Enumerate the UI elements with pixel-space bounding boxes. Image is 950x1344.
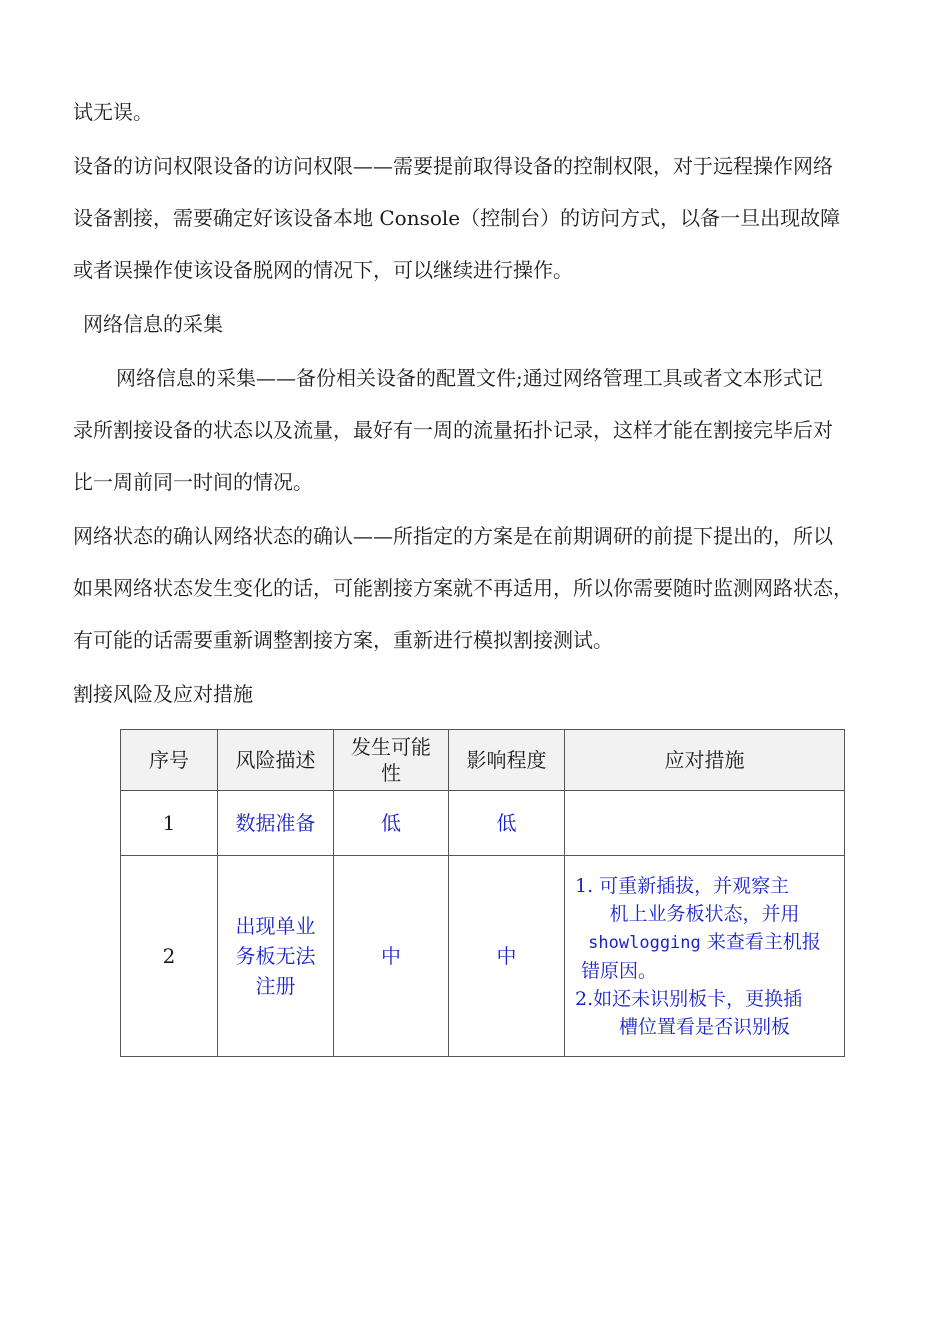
paragraph-access-line-3: 或者误操作使该设备脱网的情况下，可以继续进行操作。	[73, 258, 573, 282]
table-row	[121, 856, 845, 1057]
measure-line-2: 机上业务板状态，并用	[609, 902, 800, 925]
section-heading-risk: 割接风险及应对措施	[73, 682, 253, 706]
table-row	[121, 791, 845, 856]
paragraph-network-info-line-3: 比一周前同一时间的情况。	[73, 470, 313, 494]
measure-line-5: 2.如还未识别板卡，更换插	[575, 987, 803, 1010]
header-likelihood: 发生可能性	[334, 730, 449, 791]
cell-measures-empty	[565, 791, 845, 856]
cell-risk: 数据准备	[218, 791, 334, 856]
measure-line-4: 错原因。	[581, 959, 658, 982]
section-heading-network-info: 网络信息的采集	[83, 312, 223, 336]
measure-line-3	[569, 928, 840, 957]
cell-risk: 出现单业务板无法注册	[218, 856, 334, 1057]
cell-likelihood: 中	[334, 856, 449, 1057]
paragraph-network-info-line-1: 网络信息的采集——备份相关设备的配置文件;通过网络管理工具或者文本形式记	[116, 366, 823, 390]
cell-index: 1	[121, 791, 218, 856]
paragraph-network-state-line-3: 有可能的话需要重新调整割接方案，重新进行模拟割接测试。	[73, 628, 613, 652]
header-impact: 影响程度	[449, 730, 565, 791]
cell-measures	[565, 856, 845, 1057]
measure-command: showlogging	[588, 932, 701, 953]
paragraph-access-line-1: 设备的访问权限设备的访问权限——需要提前取得设备的控制权限，对于远程操作网络	[73, 154, 833, 178]
cell-index: 2	[121, 856, 218, 1057]
cell-likelihood: 低	[334, 791, 449, 856]
cell-impact: 中	[449, 856, 565, 1057]
paragraph-network-state-line-1: 网络状态的确认网络状态的确认——所指定的方案是在前期调研的前提下提出的，所以	[73, 524, 833, 548]
cell-impact: 低	[449, 791, 565, 856]
measure-line-3-text: 来查看主机报	[706, 930, 821, 953]
paragraph-access-line-2: 设备割接，需要确定好该设备本地 Console（控制台）的访问方式，以备一旦出现故障	[73, 206, 841, 230]
header-measures: 应对措施	[565, 730, 845, 791]
paragraph-network-state-line-2: 如果网络状态发生变化的话，可能割接方案就不再适用，所以你需要随时监测网路状态，	[73, 576, 853, 600]
measure-line-1: 1. 可重新插拔，并观察主	[575, 874, 790, 897]
header-index: 序号	[121, 730, 218, 791]
paragraph-network-info-line-2: 录所割接设备的状态以及流量，最好有一周的流量拓扑记录，这样才能在割接完毕后对	[73, 418, 833, 442]
table-header-row	[121, 730, 845, 791]
header-risk: 风险描述	[218, 730, 334, 791]
risk-table	[120, 729, 845, 1057]
paragraph-continuation: 试无误。	[73, 100, 153, 124]
measure-line-6: 槽位置看是否识别板	[618, 1015, 790, 1038]
